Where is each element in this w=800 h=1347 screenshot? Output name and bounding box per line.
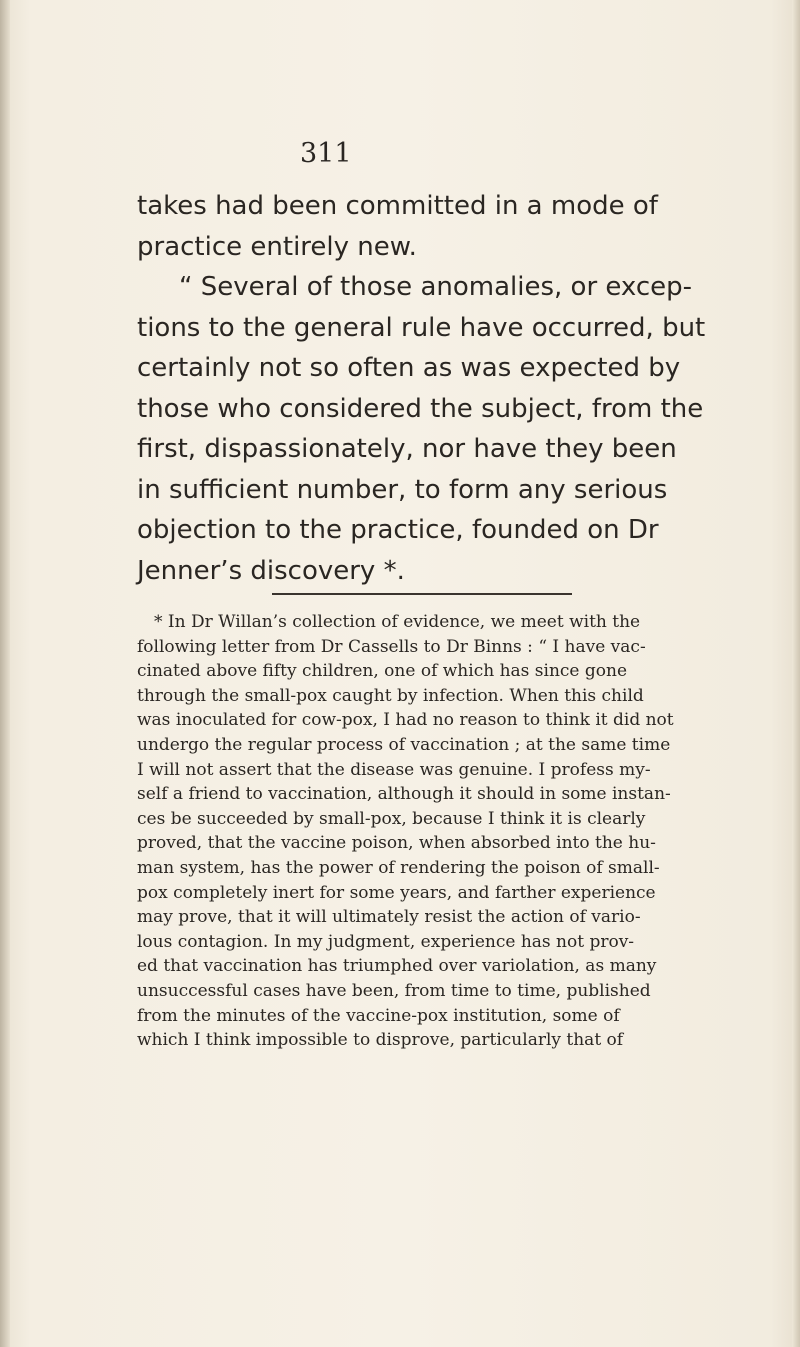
- footnote-line: lous contagion. In my judgment, experience has not prov-: [137, 931, 635, 952]
- footnote-line: from the minutes of the vaccine-pox institution, some of: [137, 1005, 620, 1026]
- body-text: [137, 186, 706, 591]
- body-line: first, dispassionately, nor have they been: [137, 434, 677, 464]
- footnote-line: proved, that the vaccine poison, when absorbed into the hu-: [137, 833, 656, 854]
- footnote-line: was inoculated for cow-pox, I had no reason to think it did not: [137, 710, 674, 731]
- body-line: those who considered the subject, from the: [137, 393, 704, 424]
- footnote-line: ed that vaccination has triumphed over variolation, as many: [137, 956, 657, 977]
- body-line: Jenner’s discovery *.: [137, 555, 405, 586]
- footnote-line: undergo the regular process of vaccination ; at the same time: [137, 734, 671, 755]
- body-line: objection to the practice, founded on Dr: [137, 515, 659, 545]
- body-line: in sufficient number, to form any serious: [137, 474, 668, 505]
- footnote-line: pox completely inert for some years, and farther experience: [137, 882, 656, 903]
- page-outer-edge: [792, 0, 800, 1347]
- footnote-line: may prove, that it will ultimately resist the action of vario-: [137, 907, 641, 928]
- footnote-line: self a friend to vaccination, although it should in some instan-: [137, 784, 671, 805]
- body-line: “ Several of those anomalies, or excep-: [179, 272, 693, 302]
- page-number: 311: [300, 138, 352, 169]
- footnote-divider: [272, 593, 572, 595]
- body-line: practice entirely new.: [137, 231, 417, 262]
- footnote-line: unsuccessful cases have been, from time to time, published: [137, 980, 651, 1001]
- footnote-line: through the small-pox caught by infection. When this child: [137, 685, 644, 706]
- page-gutter-edge: [0, 0, 10, 1347]
- footnote-line: which I think impossible to disprove, particularly that of: [137, 1030, 624, 1051]
- body-line: tions to the general rule have occurred, but: [137, 312, 706, 343]
- footnote-line: ces be succeeded by small-pox, because I think it is clearly: [137, 808, 646, 829]
- footnote-line: * In Dr Willan’s collection of evidence, we meet with the: [154, 612, 641, 632]
- footnote-line: following letter from Dr Cassells to Dr Binns : “ I have vac-: [137, 636, 646, 657]
- footnote: [137, 610, 674, 1053]
- body-line: certainly not so often as was expected by: [137, 353, 681, 383]
- body-line: takes had been committed in a mode of: [137, 191, 658, 221]
- footnote-line: man system, has the power of rendering the poison of small-: [137, 857, 660, 878]
- footnote-line: I will not assert that the disease was genuine. I profess my-: [137, 759, 651, 780]
- footnote-line: cinated above fifty children, one of which has since gone: [137, 661, 628, 682]
